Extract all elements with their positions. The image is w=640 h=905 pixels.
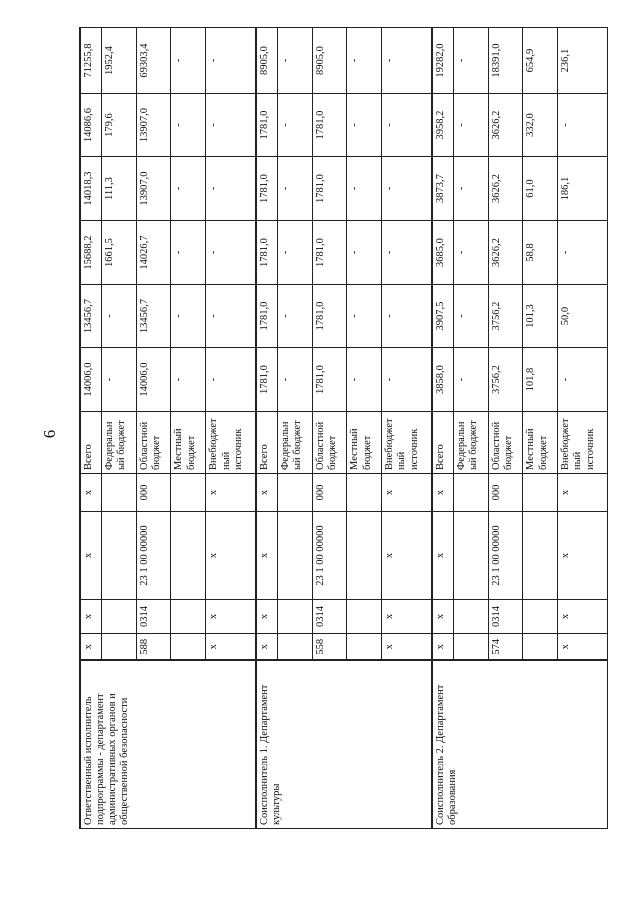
- amount-cell: -: [382, 157, 432, 221]
- grbs-code-cell: [453, 634, 488, 661]
- amount-cell: -: [347, 348, 382, 412]
- amount-cell: -: [453, 221, 488, 285]
- amount-cell: 1781,0: [312, 348, 347, 412]
- amount-cell: 50,0: [558, 285, 608, 348]
- amount-cell: -: [206, 28, 256, 94]
- vr-code-cell: [277, 474, 312, 512]
- amount-cell: -: [277, 285, 312, 348]
- amount-cell: -: [171, 94, 206, 157]
- vr-code-cell: 000: [488, 474, 523, 512]
- amount-cell: -: [171, 348, 206, 412]
- amount-cell: 3626,2: [488, 221, 523, 285]
- amount-cell: -: [453, 157, 488, 221]
- amount-cell: 13456,7: [80, 285, 101, 348]
- grbs-code-cell: [171, 634, 206, 661]
- rzpr-code-cell: [171, 600, 206, 634]
- csr-code-cell: х: [432, 512, 453, 600]
- funding-source-cell: Областной бюджет: [488, 412, 523, 474]
- rzpr-code-cell: 0314: [488, 600, 523, 634]
- grbs-code-cell: [523, 634, 558, 661]
- amount-cell: 14018,3: [80, 157, 101, 221]
- budget-table: [79, 27, 608, 829]
- grbs-code-cell: [347, 634, 382, 661]
- amount-cell: 14086,6: [80, 94, 101, 157]
- funding-source-cell: Федеральный бюджет: [101, 412, 136, 474]
- amount-cell: 3958,2: [432, 94, 453, 157]
- executor-name-cell: Ответственный исполнитель подпрограммы - департамент административных органов и общественной безопасности: [80, 661, 256, 829]
- csr-code-cell: х: [558, 512, 608, 600]
- amount-cell: -: [206, 285, 256, 348]
- amount-cell: 19282,0: [432, 28, 453, 94]
- table-row: [80, 28, 101, 829]
- funding-source-cell: Всего: [80, 412, 101, 474]
- vr-code-cell: 000: [136, 474, 171, 512]
- amount-cell: -: [347, 285, 382, 348]
- amount-cell: 101,8: [523, 348, 558, 412]
- amount-cell: 13907,0: [136, 94, 171, 157]
- csr-code-cell: х: [382, 512, 432, 600]
- vr-code-cell: х: [558, 474, 608, 512]
- csr-code-cell: [347, 512, 382, 600]
- funding-source-cell: Федеральный бюджет: [277, 412, 312, 474]
- funding-source-cell: Внебюджетный источник: [382, 412, 432, 474]
- amount-cell: 13907,0: [136, 157, 171, 221]
- csr-code-cell: х: [256, 512, 277, 600]
- amount-cell: 1781,0: [256, 221, 277, 285]
- executor-name-cell: Соисполнитель 2. Департамент образования: [432, 661, 608, 829]
- amount-cell: 15688,2: [80, 221, 101, 285]
- amount-cell: 1781,0: [256, 94, 277, 157]
- amount-cell: 179,6: [101, 94, 136, 157]
- rzpr-code-cell: х: [382, 600, 432, 634]
- rzpr-code-cell: 0314: [136, 600, 171, 634]
- amount-cell: -: [453, 348, 488, 412]
- amount-cell: -: [558, 221, 608, 285]
- amount-cell: 101,3: [523, 285, 558, 348]
- vr-code-cell: х: [256, 474, 277, 512]
- amount-cell: -: [206, 221, 256, 285]
- amount-cell: -: [171, 157, 206, 221]
- amount-cell: 332,0: [523, 94, 558, 157]
- csr-code-cell: [171, 512, 206, 600]
- amount-cell: -: [382, 94, 432, 157]
- grbs-code-cell: 574: [488, 634, 523, 661]
- amount-cell: -: [277, 221, 312, 285]
- rzpr-code-cell: [453, 600, 488, 634]
- vr-code-cell: х: [206, 474, 256, 512]
- funding-source-cell: Всего: [432, 412, 453, 474]
- amount-cell: -: [453, 28, 488, 94]
- amount-cell: -: [347, 94, 382, 157]
- amount-cell: 8905,0: [256, 28, 277, 94]
- grbs-code-cell: [101, 634, 136, 661]
- amount-cell: 236,1: [558, 28, 608, 94]
- amount-cell: 14006,0: [80, 348, 101, 412]
- grbs-code-cell: х: [432, 634, 453, 661]
- grbs-code-cell: х: [80, 634, 101, 661]
- amount-cell: 3756,2: [488, 285, 523, 348]
- grbs-code-cell: х: [382, 634, 432, 661]
- amount-cell: 1661,5: [101, 221, 136, 285]
- funding-source-cell: Областной бюджет: [136, 412, 171, 474]
- amount-cell: 3907,5: [432, 285, 453, 348]
- amount-cell: 14006,0: [136, 348, 171, 412]
- amount-cell: 3756,2: [488, 348, 523, 412]
- amount-cell: 1781,0: [256, 348, 277, 412]
- rzpr-code-cell: х: [558, 600, 608, 634]
- amount-cell: -: [347, 28, 382, 94]
- amount-cell: 58,8: [523, 221, 558, 285]
- funding-source-cell: Внебюджетный источник: [558, 412, 608, 474]
- rzpr-code-cell: [523, 600, 558, 634]
- amount-cell: 1781,0: [256, 285, 277, 348]
- amount-cell: 111,3: [101, 157, 136, 221]
- funding-source-cell: Местный бюджет: [347, 412, 382, 474]
- csr-code-cell: х: [206, 512, 256, 600]
- amount-cell: 8905,0: [312, 28, 347, 94]
- amount-cell: 13456,7: [136, 285, 171, 348]
- amount-cell: 61,0: [523, 157, 558, 221]
- amount-cell: -: [347, 157, 382, 221]
- funding-source-cell: Областной бюджет: [312, 412, 347, 474]
- rzpr-code-cell: [101, 600, 136, 634]
- vr-code-cell: х: [80, 474, 101, 512]
- amount-cell: -: [101, 285, 136, 348]
- funding-source-cell: Внебюджетный источник: [206, 412, 256, 474]
- table-row: [256, 28, 277, 829]
- csr-code-cell: 23 1 00 00000: [312, 512, 347, 600]
- funding-source-cell: Местный бюджет: [523, 412, 558, 474]
- grbs-code-cell: х: [256, 634, 277, 661]
- csr-code-cell: [277, 512, 312, 600]
- vr-code-cell: [347, 474, 382, 512]
- vr-code-cell: х: [432, 474, 453, 512]
- amount-cell: 14026,7: [136, 221, 171, 285]
- amount-cell: -: [453, 285, 488, 348]
- rzpr-code-cell: х: [432, 600, 453, 634]
- amount-cell: -: [347, 221, 382, 285]
- grbs-code-cell: 588: [136, 634, 171, 661]
- amount-cell: 1781,0: [312, 157, 347, 221]
- vr-code-cell: [171, 474, 206, 512]
- amount-cell: -: [277, 94, 312, 157]
- amount-cell: -: [382, 28, 432, 94]
- vr-code-cell: [101, 474, 136, 512]
- amount-cell: -: [171, 221, 206, 285]
- funding-source-cell: Федеральный бюджет: [453, 412, 488, 474]
- amount-cell: -: [277, 28, 312, 94]
- csr-code-cell: [523, 512, 558, 600]
- amount-cell: -: [171, 285, 206, 348]
- amount-cell: 18391,0: [488, 28, 523, 94]
- amount-cell: 654,9: [523, 28, 558, 94]
- amount-cell: -: [206, 157, 256, 221]
- page-number: 6: [40, 429, 59, 439]
- amount-cell: -: [171, 28, 206, 94]
- vr-code-cell: [523, 474, 558, 512]
- amount-cell: -: [277, 157, 312, 221]
- executor-name-cell: Соисполнитель 1. Департамент культуры: [256, 661, 432, 829]
- rzpr-code-cell: 0314: [312, 600, 347, 634]
- amount-cell: -: [558, 94, 608, 157]
- amount-cell: 1781,0: [256, 157, 277, 221]
- grbs-code-cell: [277, 634, 312, 661]
- grbs-code-cell: х: [558, 634, 608, 661]
- csr-code-cell: [101, 512, 136, 600]
- amount-cell: 3858,0: [432, 348, 453, 412]
- amount-cell: -: [382, 348, 432, 412]
- funding-source-cell: Всего: [256, 412, 277, 474]
- amount-cell: 3873,7: [432, 157, 453, 221]
- grbs-code-cell: 558: [312, 634, 347, 661]
- grbs-code-cell: х: [206, 634, 256, 661]
- amount-cell: 1781,0: [312, 94, 347, 157]
- rzpr-code-cell: х: [256, 600, 277, 634]
- amount-cell: -: [453, 94, 488, 157]
- amount-cell: 1952,4: [101, 28, 136, 94]
- rzpr-code-cell: [347, 600, 382, 634]
- amount-cell: -: [101, 348, 136, 412]
- amount-cell: 3626,2: [488, 157, 523, 221]
- amount-cell: -: [382, 221, 432, 285]
- amount-cell: 3685,0: [432, 221, 453, 285]
- funding-source-cell: Местный бюджет: [171, 412, 206, 474]
- amount-cell: -: [277, 348, 312, 412]
- csr-code-cell: х: [80, 512, 101, 600]
- amount-cell: 1781,0: [312, 285, 347, 348]
- table-body: [80, 28, 608, 829]
- amount-cell: -: [382, 285, 432, 348]
- rzpr-code-cell: х: [80, 600, 101, 634]
- csr-code-cell: 23 1 00 00000: [488, 512, 523, 600]
- amount-cell: 186,1: [558, 157, 608, 221]
- rzpr-code-cell: х: [206, 600, 256, 634]
- amount-cell: -: [558, 348, 608, 412]
- amount-cell: 3626,2: [488, 94, 523, 157]
- amount-cell: 69303,4: [136, 28, 171, 94]
- vr-code-cell: х: [382, 474, 432, 512]
- amount-cell: 1781,0: [312, 221, 347, 285]
- amount-cell: -: [206, 348, 256, 412]
- amount-cell: 71255,8: [80, 28, 101, 94]
- table-row: [432, 28, 453, 829]
- amount-cell: -: [206, 94, 256, 157]
- vr-code-cell: [453, 474, 488, 512]
- rzpr-code-cell: [277, 600, 312, 634]
- csr-code-cell: 23 1 00 00000: [136, 512, 171, 600]
- csr-code-cell: [453, 512, 488, 600]
- vr-code-cell: 000: [312, 474, 347, 512]
- rotated-table-container: [79, 28, 608, 829]
